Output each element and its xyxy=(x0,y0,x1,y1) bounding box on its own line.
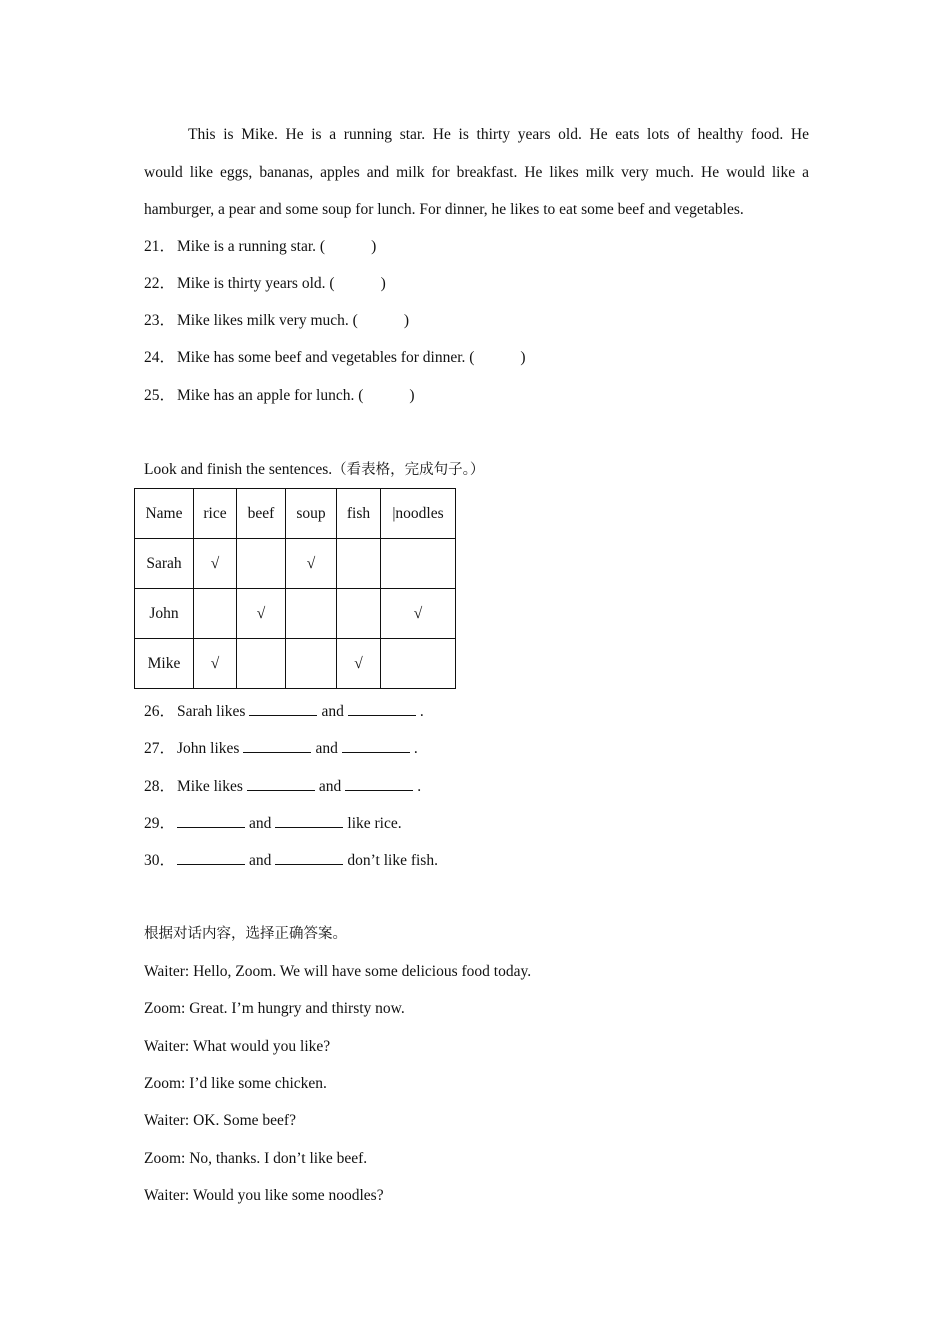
fill-blank[interactable] xyxy=(247,776,315,791)
table-cell xyxy=(237,639,286,689)
header-cell: Name xyxy=(135,489,194,539)
fill-blank[interactable] xyxy=(177,813,245,828)
passage-line-3: hamburger, a pear and some soup for lunch. For dinner, he likes to eat some beef and vegetables. xyxy=(144,201,744,218)
table-cell: Mike xyxy=(135,639,194,689)
dialogue-line: Zoom: Great. I’m hungry and thirsty now. xyxy=(144,1000,405,1017)
table-cell: √ xyxy=(337,639,381,689)
dialogue-line: Waiter: What would you like? xyxy=(144,1038,331,1055)
question-27: 27． John likes and . xyxy=(144,740,418,757)
dialogue-line: Waiter: OK. Some beef? xyxy=(144,1112,296,1129)
passage-line-1: This is Mike. He is a running star. He is thirty years old. He eats lots of healthy food. He xyxy=(188,126,809,143)
fill-blank[interactable] xyxy=(345,776,413,791)
table-cell: √ xyxy=(194,639,237,689)
question-26: 26． Sarah likes and . xyxy=(144,703,424,720)
table-row xyxy=(135,639,456,689)
header-cell: fish xyxy=(337,489,381,539)
table-cell xyxy=(337,539,381,589)
question-25: 25． Mike has an apple for lunch. ( ) xyxy=(144,387,415,404)
table-cell xyxy=(194,589,237,639)
table-header-row xyxy=(135,489,456,539)
dialogue-line: Waiter: Hello, Zoom. We will have some delicious food today. xyxy=(144,963,532,980)
header-cell: beef xyxy=(237,489,286,539)
table-cell xyxy=(237,539,286,589)
question-30: 30． and don’t like fish. xyxy=(144,852,438,869)
dialogue-line: Waiter: Would you like some noodles? xyxy=(144,1187,384,1204)
question-22: 22． Mike is thirty years old. ( ) xyxy=(144,275,386,292)
table-cell: √ xyxy=(194,539,237,589)
fill-blank[interactable] xyxy=(342,738,410,753)
fill-blank[interactable] xyxy=(243,738,311,753)
table-cell xyxy=(381,539,456,589)
food-preference-table xyxy=(134,488,456,689)
dialogue-line: Zoom: No, thanks. I don’t like beef. xyxy=(144,1150,368,1167)
dialogue-instruction: 根据对话内容，选择正确答案。 xyxy=(144,926,347,942)
dialogue-line: Zoom: I’d like some chicken. xyxy=(144,1075,327,1092)
reading-passage xyxy=(144,116,809,229)
question-29: 29． and like rice. xyxy=(144,815,402,832)
table-cell: John xyxy=(135,589,194,639)
table-cell: √ xyxy=(286,539,337,589)
question-28: 28． Mike likes and . xyxy=(144,778,422,795)
table-cell: √ xyxy=(237,589,286,639)
question-23: 23． Mike likes milk very much. ( ) xyxy=(144,312,409,329)
table-cell xyxy=(286,589,337,639)
question-21: 21． Mike is a running star. ( ) xyxy=(144,238,377,255)
fill-blank[interactable] xyxy=(249,701,317,716)
table-row xyxy=(135,589,456,639)
passage-line-2: would like eggs, bananas, apples and milk for breakfast. He likes milk very much. He would like a xyxy=(144,163,809,181)
header-cell: rice xyxy=(194,489,237,539)
table-cell xyxy=(381,639,456,689)
table-row xyxy=(135,539,456,589)
table-instruction: Look and finish the sentences.（看表格，完成句子。） xyxy=(144,461,485,478)
question-24: 24． Mike has some beef and vegetables for dinner. ( ) xyxy=(144,349,526,366)
header-cell: soup xyxy=(286,489,337,539)
header-cell: |noodles xyxy=(381,489,456,539)
table-cell: Sarah xyxy=(135,539,194,589)
fill-blank[interactable] xyxy=(275,850,343,865)
fill-blank[interactable] xyxy=(348,701,416,716)
table-cell: √ xyxy=(381,589,456,639)
fill-blank[interactable] xyxy=(275,813,343,828)
table-cell xyxy=(286,639,337,689)
fill-blank[interactable] xyxy=(177,850,245,865)
table-cell xyxy=(337,589,381,639)
